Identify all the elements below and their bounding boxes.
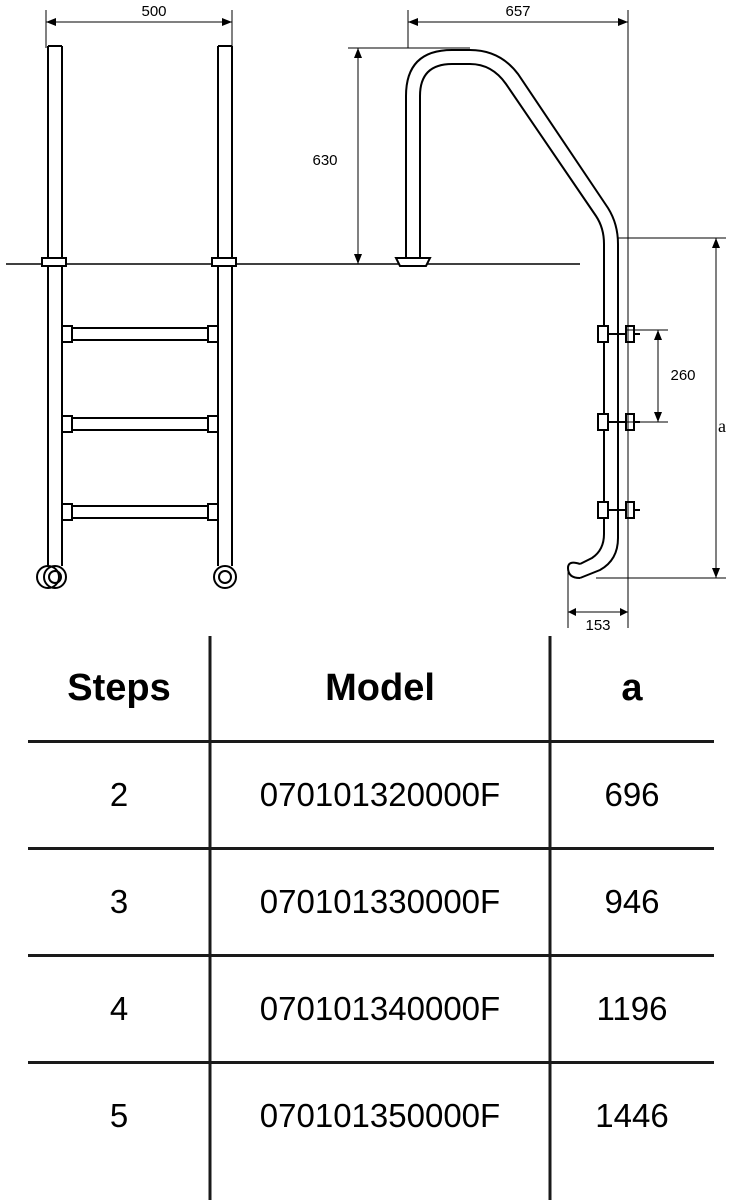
dim-label-a: a (718, 416, 726, 436)
dim-label-500: 500 (141, 3, 167, 20)
deck-flange (396, 258, 430, 266)
cell-steps: 2 (109, 776, 129, 813)
header-steps: Steps (67, 666, 171, 709)
table-row (28, 956, 714, 1063)
step-2 (62, 416, 218, 432)
cell-a: 1446 (595, 1097, 669, 1134)
model-spec-table (28, 636, 714, 1168)
handrail-outer (406, 50, 618, 578)
right-foot (214, 566, 236, 588)
cell-a: 946 (604, 883, 660, 920)
table-row (28, 1063, 714, 1169)
handrail-foot (568, 563, 580, 578)
handrail-inner (420, 64, 604, 564)
cell-a: 1196 (596, 990, 668, 1027)
step-1 (62, 326, 218, 342)
cell-model: 070101350000F (259, 1097, 501, 1134)
table-row (28, 849, 714, 956)
dim-label-260: 260 (670, 367, 696, 384)
header-a: a (621, 666, 643, 709)
cell-model: 070101330000F (259, 883, 501, 920)
cell-a: 696 (604, 776, 660, 813)
right-collar (212, 258, 236, 266)
cell-steps: 3 (109, 883, 129, 920)
table-row (28, 742, 714, 849)
step-3 (62, 504, 218, 520)
cell-model: 070101320000F (259, 776, 501, 813)
left-collar (42, 258, 66, 266)
header-model: Model (325, 666, 435, 709)
dim-label-657: 657 (505, 3, 531, 20)
cell-steps: 4 (109, 990, 129, 1027)
table-header-row (28, 636, 714, 742)
cell-steps: 5 (109, 1097, 129, 1134)
dim-label-630: 630 (312, 152, 338, 169)
cell-model: 070101340000F (259, 990, 501, 1027)
dim-label-153: 153 (585, 617, 611, 634)
